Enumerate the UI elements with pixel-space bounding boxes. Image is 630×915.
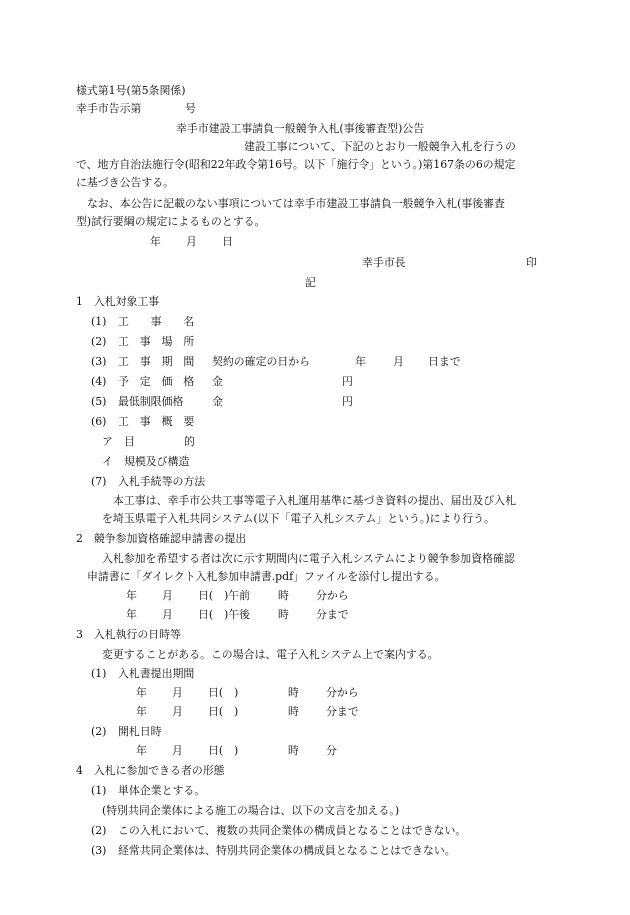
sub-mark: イ xyxy=(102,455,113,468)
section-2-heading: 2 競争参加資格確認申請書の提出 xyxy=(76,532,247,545)
method-paragraph-1: 本工事は、幸手市公共工事等電子入札運用基準に基づき資料の提出、届出及び入札 xyxy=(113,494,516,507)
jv-note: (特別共同企業体による施工の場合は、以下の文言を加える。) xyxy=(102,804,400,817)
hour: 時 xyxy=(288,705,299,718)
year: 年 xyxy=(126,589,137,602)
item-number: (1) xyxy=(91,667,107,680)
month: 月 xyxy=(172,705,183,718)
schedule-paragraph: 変更することがある。この場合は、電子入札システム上で案内する。 xyxy=(102,648,439,661)
period-start: 契約の確定の日から xyxy=(212,355,311,368)
application-paragraph-1: 入札参加を希望する者は次に示す期間内に電子入札システムにより競争参加資格確認 xyxy=(102,552,515,565)
seal-mark: 印 xyxy=(526,256,537,269)
minute: 分から xyxy=(316,589,349,602)
form-label: 様式第1号(第5条関係) xyxy=(76,84,186,97)
sub-label-2: 的 xyxy=(184,435,195,448)
day: 日( ) xyxy=(208,686,239,699)
intro-line-5: 型)試行要綱の規定によるものとする。 xyxy=(76,215,266,228)
document-title: 幸手市建設工事請負一般競争入札(事後審査型)公告 xyxy=(176,122,425,135)
minute: 分まで xyxy=(326,705,359,718)
item-label: 入札手続等の方法 xyxy=(118,475,206,488)
minute: 分から xyxy=(326,686,359,699)
item-number: (2) xyxy=(91,824,107,837)
minute: 分まで xyxy=(316,608,349,621)
intro-line-1: 建設工事について、下記のとおり一般競争入札を行うの xyxy=(244,140,516,153)
item-label: 予 定 価 格 xyxy=(118,375,195,388)
price-kin: 金 xyxy=(212,395,223,408)
item-number: (5) xyxy=(91,395,107,408)
item-label: 最低制限価格 xyxy=(118,395,184,408)
price-yen: 円 xyxy=(342,375,353,388)
price-kin: 金 xyxy=(212,375,223,388)
item-label: 経常共同企業体は、特別共同企業体の構成員となることはできない。 xyxy=(118,844,456,857)
item-number: (3) xyxy=(91,844,107,857)
period-until: 日まで xyxy=(428,355,461,368)
ki-mark: 記 xyxy=(305,276,316,289)
application-paragraph-2: 申請書に「ダイレクト入札参加申請書.pdf」ファイルを添付し提出する。 xyxy=(87,570,446,583)
month: 月 xyxy=(162,608,173,621)
item-label: 単体企業とする。 xyxy=(118,784,206,797)
intro-line-2: で、地方自治法施行令(昭和22年政令第16号。以下「施行令」という。)第167条の6の規定 xyxy=(76,158,516,171)
section-4-heading: 4 入札に参加できる者の形態 xyxy=(76,764,225,777)
section-3-heading: 3 入札執行の日時等 xyxy=(76,628,181,641)
item-label: 工 事 期 間 xyxy=(118,355,195,368)
month: 月 xyxy=(172,686,183,699)
issuer-name: 幸手市長 xyxy=(362,256,406,269)
item-number: (1) xyxy=(91,784,107,797)
year: 年 xyxy=(126,608,137,621)
item-label: 工 事 場 所 xyxy=(118,335,195,348)
item-number: (6) xyxy=(91,415,107,428)
hour: 時 xyxy=(278,608,289,621)
sub-mark: ア xyxy=(102,435,113,448)
month: 月 xyxy=(162,589,173,602)
hour: 時 xyxy=(278,589,289,602)
hour: 時 xyxy=(288,686,299,699)
section-1-heading: 1 入札対象工事 xyxy=(76,295,160,308)
day: 日( )午後 xyxy=(198,608,251,621)
item-number: (2) xyxy=(91,725,107,738)
day: 日( ) xyxy=(208,705,239,718)
sub-label: 規模及び構造 xyxy=(124,455,190,468)
intro-line-3: に基づき公告する。 xyxy=(76,176,175,189)
item-number: (4) xyxy=(91,375,107,388)
day: 日( ) xyxy=(208,744,239,757)
date-year: 年 xyxy=(150,235,161,248)
year: 年 xyxy=(136,705,147,718)
item-label: 工 事 名 xyxy=(118,315,195,328)
year: 年 xyxy=(136,686,147,699)
notice-suffix: 号 xyxy=(185,102,196,115)
notice-prefix: 幸手市告示第 xyxy=(76,102,142,115)
date-day: 日 xyxy=(222,235,233,248)
item-label: 工 事 概 要 xyxy=(118,415,195,428)
item-label: 開札日時 xyxy=(118,725,162,738)
sub-label: 目 xyxy=(124,435,135,448)
item-number: (2) xyxy=(91,335,107,348)
hour: 時 xyxy=(288,744,299,757)
period-month: 月 xyxy=(393,355,404,368)
item-number: (1) xyxy=(91,315,107,328)
intro-line-4: なお、本公告に記載のない事項については幸手市建設工事請負一般競争入札(事後審査 xyxy=(87,197,505,210)
minute: 分 xyxy=(326,744,337,757)
day: 日( )午前 xyxy=(198,589,251,602)
method-paragraph-2: を埼玉県電子入札共同システム(以下「電子入札システム」という。)により行う。 xyxy=(102,512,495,525)
item-number: (7) xyxy=(91,475,107,488)
item-label: 入札書提出期間 xyxy=(118,667,195,680)
date-month: 月 xyxy=(186,235,197,248)
item-label: この入札において、複数の共同企業体の構成員となることはできない。 xyxy=(118,824,467,837)
month: 月 xyxy=(172,744,183,757)
item-number: (3) xyxy=(91,355,107,368)
year: 年 xyxy=(136,744,147,757)
period-year: 年 xyxy=(355,355,366,368)
price-yen: 円 xyxy=(342,395,353,408)
